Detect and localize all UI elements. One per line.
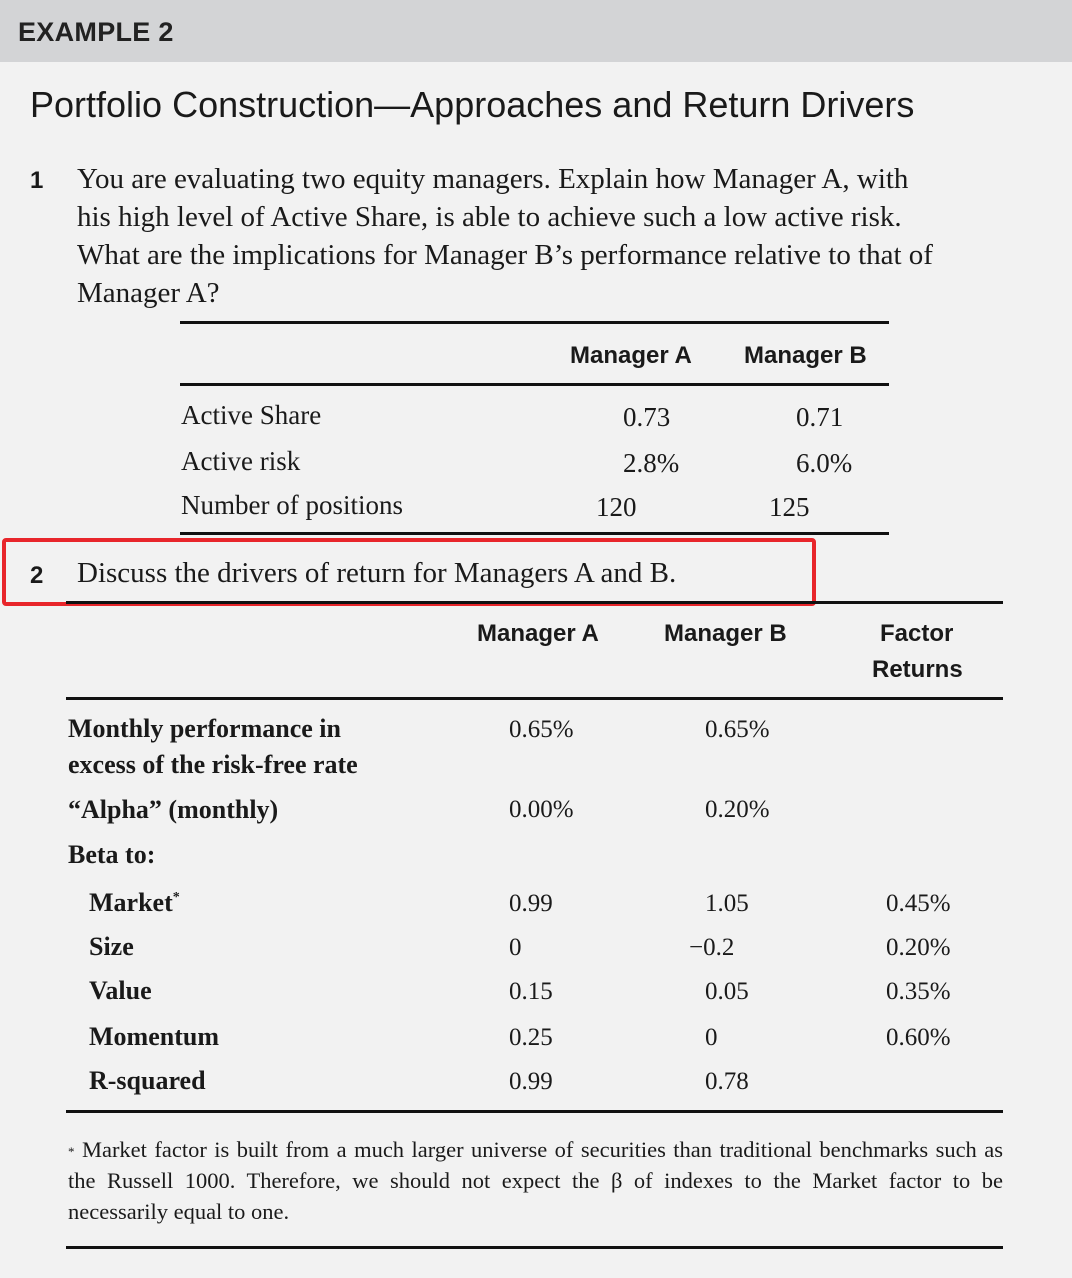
table-1-cell: 6.0% [796,448,853,478]
table-1-header-rule [180,383,889,386]
table-2-cell: 0.00% [509,796,574,823]
table-2-cell: 0.99 [509,1068,553,1095]
table-2-header-manager-a: Manager A [477,620,599,647]
table-2-header-rule [66,697,1003,700]
table-1-row-label: Active risk [181,446,301,476]
footnote-text: Market factor is built from a much larger universe of securities than traditional benchmarks such as the Russell 1000. Therefore, we should not expect the β of indexes to the Market factor to be necessarily equal to one. [68,1137,1003,1224]
question-1-line: Manager A? [77,277,220,309]
table-1-row-label: Active Share [181,400,322,430]
question-1-line: What are the implications for Manager B’s performance relative to that of [77,239,933,271]
table-2-cell: 0.20% [886,934,951,961]
table-1-cell: 0.73 [623,402,671,432]
question-2-text: Discuss the drivers of return for Managers A and B. [77,557,677,589]
table-1-bottom-rule [180,532,889,535]
table-2-row-label: Size [89,932,134,961]
table-2-header-factor-returns-line1: Factor [880,620,954,647]
table-2-bottom-rule [66,1110,1003,1113]
table-2-cell: 0 [509,934,522,961]
table-2-row-label: Monthly performance in [68,714,341,743]
table-2-cell: 0.65% [509,716,574,743]
table-2-header-manager-b: Manager B [664,620,787,647]
table-2-row-label: Market* [89,888,180,917]
table-2-cell: 1.05 [705,890,749,917]
table-2-row-label: excess of the risk-free rate [68,750,358,779]
question-1-line: You are evaluating two equity managers. Explain how Manager A, with [77,163,909,195]
table-2-row-label: “Alpha” (monthly) [68,795,279,824]
table-2-cell: 0.45% [886,890,951,917]
table-2-cell: 0.60% [886,1024,951,1051]
table-1-row-label: Number of positions [181,490,403,520]
question-1-number: 1 [30,167,44,194]
example-header-bar [0,0,1072,62]
table-1-cell: 120 [596,492,637,522]
table-2-row-label: Beta to: [68,840,156,869]
table-2-cell: 0.15 [509,978,553,1005]
table-2-row-label: Momentum [89,1022,219,1051]
page-title: Portfolio Construction—Approaches and Return Drivers [30,84,915,125]
table-2-header-factor-returns-line2: Returns [872,656,963,683]
table-2-cell: 0.35% [886,978,951,1005]
table-1-top-rule [180,321,889,324]
table-1-cell: 2.8% [623,448,680,478]
table-1-cell: 0.71 [796,402,844,432]
table-1-cell: 125 [769,492,810,522]
table-2-cell: 0.99 [509,890,553,917]
table-2-cell: 0.65% [705,716,770,743]
table-2-top-rule [66,601,1003,604]
footnote-marker: * [68,1144,75,1159]
table-2-row-label: Value [89,976,152,1005]
question-1-text [77,160,933,312]
table-2-cell: 0.20% [705,796,770,823]
question-1-line: his high level of Active Share, is able to achieve such a low active risk. [77,201,902,233]
table-2-row-label: R-squared [89,1066,206,1095]
table-1-header-manager-a: Manager A [570,342,692,369]
highlight-box [2,538,816,606]
footnote [68,1134,1003,1227]
example-label: EXAMPLE 2 [18,17,174,47]
table-2-cell: 0.05 [705,978,749,1005]
footnote-bottom-rule [66,1246,1003,1249]
table-1-header-manager-b: Manager B [744,342,867,369]
table-2-cell: −0.2 [689,934,735,961]
question-2-number: 2 [30,562,44,589]
table-2-cell: 0.78 [705,1068,749,1095]
table-2-cell: 0.25 [509,1024,553,1051]
asterisk-marker: * [172,890,180,905]
table-2-cell: 0 [705,1024,718,1051]
